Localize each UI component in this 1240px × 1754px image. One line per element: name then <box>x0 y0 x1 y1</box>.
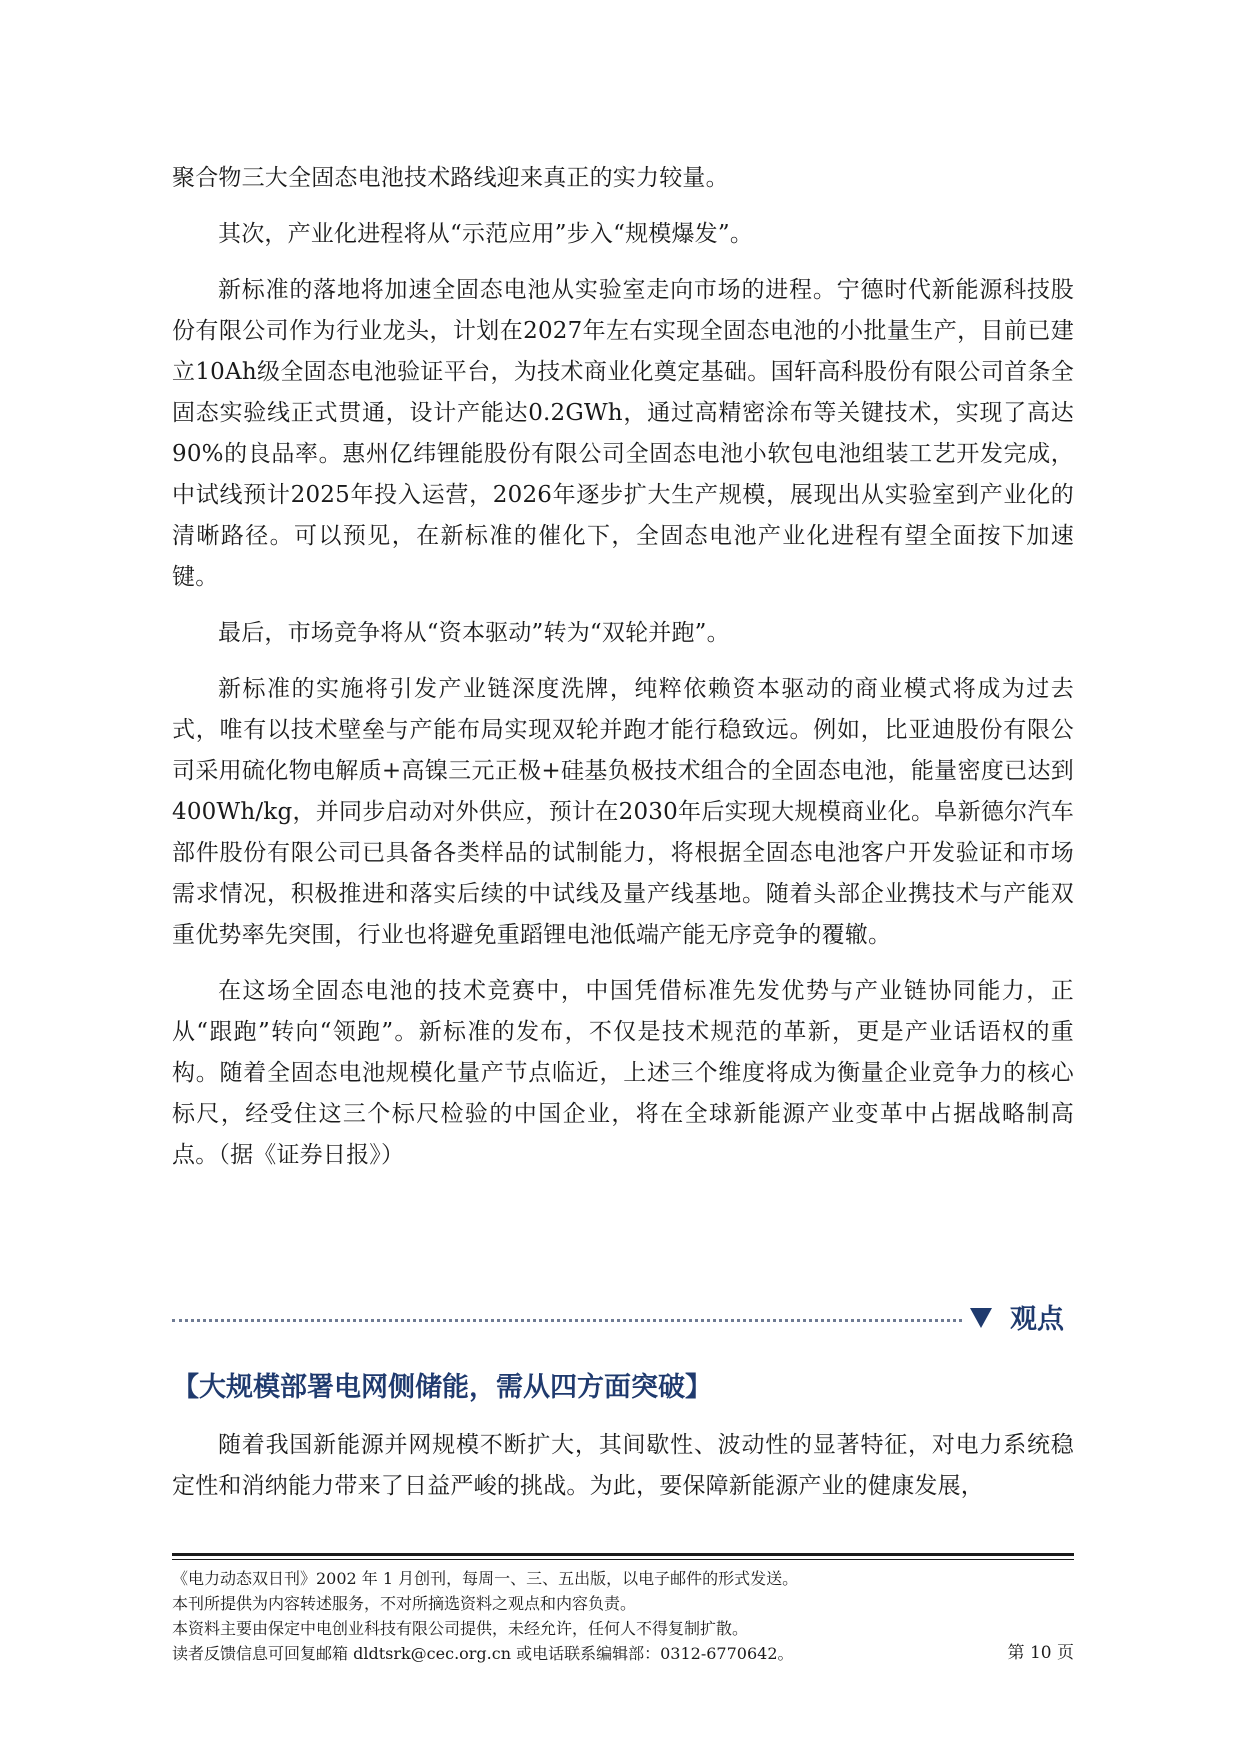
paragraph: 最后，市场竞争将从“资本驱动”转为“双轮并跑”。 <box>218 620 730 646</box>
triangle-down-icon <box>970 1308 992 1328</box>
section-divider <box>172 1300 1074 1340</box>
footer <box>172 1566 1074 1666</box>
paragraph: 新标准的实施将引发产业链深度洗牌，纯粹依赖资本驱动的商业模式将成为过去式，唯有以技术壁垒与产能布局实现双轮并跑才能行稳致远。例如，比亚迪股份有限公司采用硫化物电解质+高镍三元正极+硅基负极技术组合的全固态电池，能量密度已达到400Wh/kg，并同步启动对外供应，预计在2030年后实现大规模商业化。阜新德尔汽车部件股份有限公司已具备各类样品的试制能力，将根据全固态电池客户开发验证和市场需求情况，积极推进和落实后续的中试线及量产线基地。随着头部企业携技术与产能双重优势率先突围，行业也将避免重蹈锂电池低端产能无序竞争的覆辙。 <box>172 676 1074 948</box>
paragraph: 在这场全固态电池的技术竞赛中，中国凭借标准先发优势与产业链协同能力，正从“跟跑”转向“领跑”。新标准的发布，不仅是技术规范的革新，更是产业话语权的重构。随着全固态电池规模化量产节点临近，上述三个维度将成为衡量企业竞争力的核心标尺，经受住这三个标尺检验的中国企业，将在全球新能源产业变革中占据战略制高点。（据《证券日报》） <box>172 978 1074 1168</box>
footer-line: 《电力动态双日刊》2002 年 1 月创刊，每周一、三、五出版，以电子邮件的形式发送。 <box>172 1569 799 1588</box>
paragraph: 聚合物三大全固态电池技术路线迎来真正的实力较量。 <box>172 165 729 191</box>
footer-line: 读者反馈信息可回复邮箱 dldtsrk@cec.org.cn 或电话联系编辑部：0312-6770642。 <box>172 1644 794 1663</box>
paragraph: 其次，产业化进程将从“示范应用”步入“规模爆发”。 <box>218 221 754 247</box>
paragraph: 新标准的落地将加速全固态电池从实验室走向市场的进程。宁德时代新能源科技股份有限公司作为行业龙头，计划在2027年左右实现全固态电池的小批量生产，目前已建立10Ah级全固态电池验证平台，为技术商业化奠定基础。国轩高科股份有限公司首条全固态实验线正式贯通，设计产能达0.2GWh，通过高精密涂布等关键技术，实现了高达90%的良品率。惠州亿纬锂能股份有限公司全固态电池小软包电池组装工艺开发完成，中试线预计2025年投入运营，2026年逐步扩大生产规模，展现出从实验室到产业化的清晰路径。可以预见，在新标准的催化下，全固态电池产业化进程有望全面按下加速键。 <box>172 277 1074 590</box>
dotted-rule <box>172 1319 962 1322</box>
footer-line: 本刊所提供为内容转述服务，不对所摘选资料之观点和内容负责。 <box>172 1594 637 1613</box>
footer-rule <box>172 1553 1074 1556</box>
section-label: 观点 <box>1010 1304 1064 1335</box>
page-number: 第 10 页 <box>1007 1643 1074 1663</box>
footer-line: 本资料主要由保定中电创业科技有限公司提供，未经允许，任何人不得复制扩散。 <box>172 1619 749 1638</box>
article-title: 【大规模部署电网侧储能，需从四方面突破】 <box>172 1372 712 1403</box>
paragraph: 随着我国新能源并网规模不断扩大，其间歇性、波动性的显著特征，对电力系统稳定性和消纳能力带来了日益严峻的挑战。为此，要保障新能源产业的健康发展， <box>172 1432 1074 1499</box>
article-body <box>172 1425 1074 1507</box>
main-text <box>172 158 1074 1191</box>
footer-rule-thin <box>172 1559 1074 1560</box>
